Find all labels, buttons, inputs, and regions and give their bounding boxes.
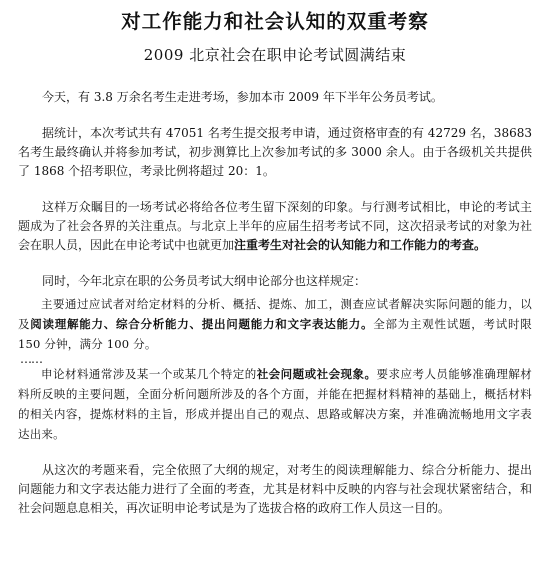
article-title: 对工作能力和社会认知的双重考察 xyxy=(121,10,429,33)
syllabus-quote-1-emphasis: 阅读理解能力、综合分析能力、提出问题能力和文字表达能力。 xyxy=(30,317,374,331)
syllabus-quote-2-text: 申论材料通常涉及某一个或某几个特定的 xyxy=(41,367,257,381)
paragraph-intro: 今天，有 3.8 万余名考生走进考场，参加本市 2009 年下半年公务员考试。 xyxy=(42,90,443,104)
syllabus-quote-2 xyxy=(18,364,532,444)
paragraph-conclusion: 从这次的考题来看，完全依照了大纲的规定，对考生的阅读理解能力、综合分析能力、提出问题能力和文字表达能力进行了全面的考查，尤其是材料中反映的内容与社会现状紧密结合，和社会问题息息相关，再次证明申论考试是为了选拔合格的政府工作人员这一目的。 xyxy=(18,463,532,515)
syllabus-quote-2-emphasis: 社会问题或社会现象。 xyxy=(256,367,377,381)
syllabus-quote-1-text: 主要通过应试者对给定材料的分析、概括、提炼、加工，测查应试者解决实际问题的能力，以及 xyxy=(18,297,532,331)
syllabus-quote-1 xyxy=(18,294,532,354)
syllabus-quote-2-tail: 要求应考人员能够准确理解材料所反映的主要问题，全面分析问题所涉及的各个方面，并能在把握材料精神的基础上，概括材料的相关内容，提炼材料的主旨，形成并提出自己的观点、思路或解决方案，并准确流畅地用文字表达出来。 xyxy=(18,367,532,441)
paragraph-statistics: 据统计，本次考试共有 47051 名考生提交报考申请，通过资格审查的有 42729 名，38683 名考生最终确认并将参加考试，初步测算比上次参加考试的多 3000 余人。由于各级机关共提供了 1868 个招考职位，考录比例将超过 20：1。 xyxy=(18,126,532,178)
paragraph-syllabus-intro: 同时，今年北京在职的公务员考试大纲申论部分也这样规定： xyxy=(42,274,367,288)
paragraph-focus-emphasis: 注重考生对社会的认知能力和工作能力的考查。 xyxy=(234,238,487,252)
paragraph-focus-text: 这样万众瞩目的一场考试必将给各位考生留下深刻的印象。与行测考试相比，申论的考试主题成为了社会各界的关注重点。与北京上半年的应届生招考考试不同，这次招录考试的对象为社会在职人员，因此在申论考试中也就更加 xyxy=(18,200,532,252)
article-subtitle: 2009 北京社会在职申论考试圆满结束 xyxy=(143,46,407,64)
syllabus-quote-1-tail: 全部为主观性试题，考试时限 150 分钟，满分 100 分。 xyxy=(18,317,532,351)
paragraph-focus xyxy=(18,198,532,255)
ellipsis: …… xyxy=(20,352,42,366)
